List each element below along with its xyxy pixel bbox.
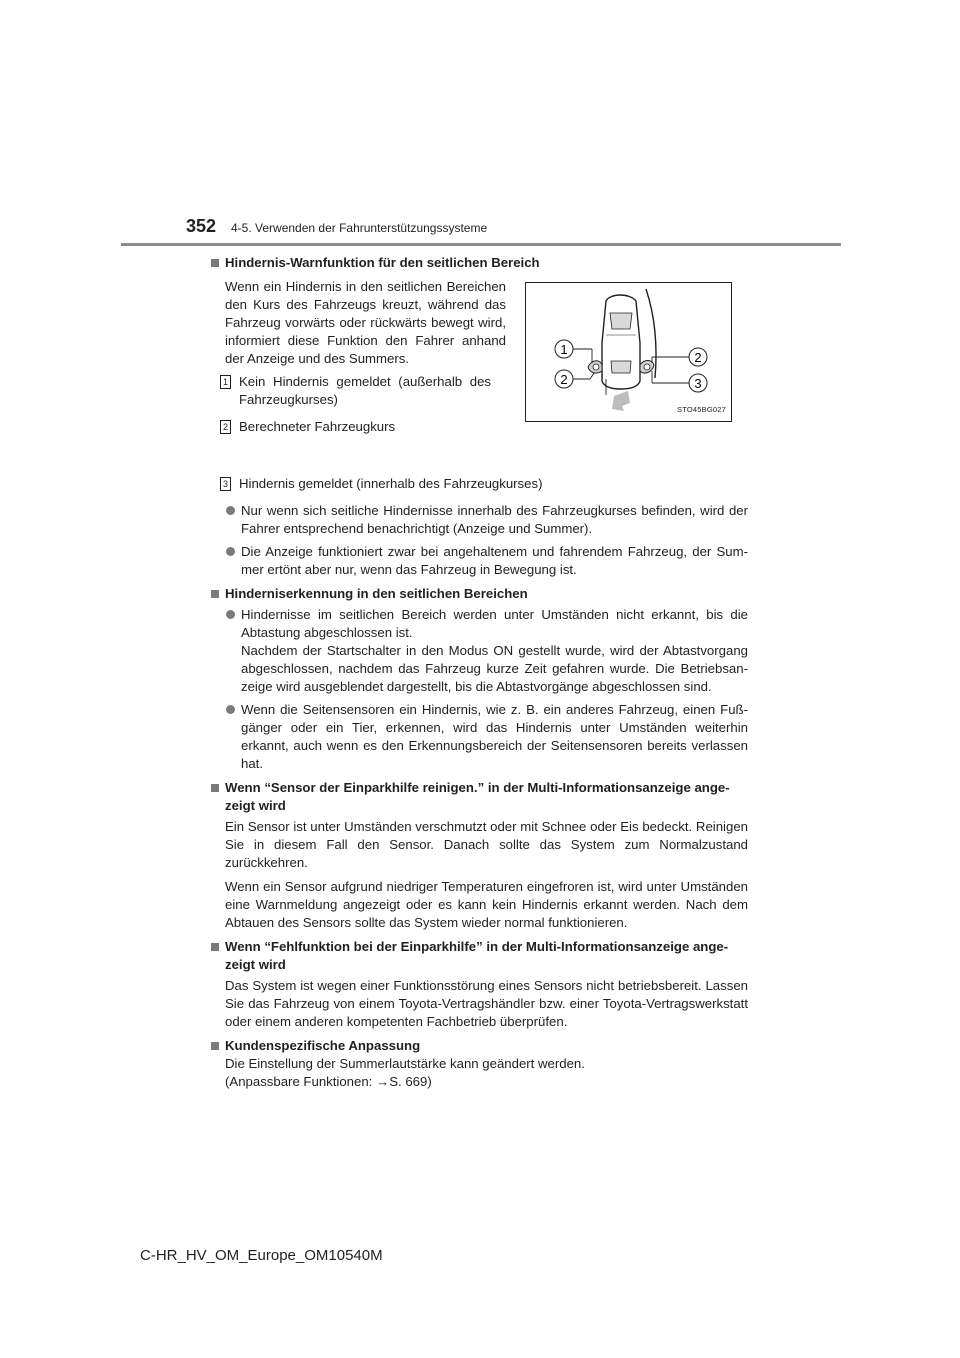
callout-2-left: 2 [560,372,568,387]
number-box-3: 3 [220,477,231,491]
number-box-2: 2 [220,420,231,434]
heading-side-detection: Hinderniserkennung in den seitlichen Bereichen [210,585,748,603]
paragraph: Die Einstellung der Summerlautstärke kann geändert werden. [225,1056,585,1071]
bullet-item: Wenn die Seitensensoren ein Hindernis, wie z. B. ein anderes Fahrzeug, einen Fußgänger oder ein Tier, erkennen, wird das Hindernis unter Umständen weiterhin erkannt, auch wenn es den Erkennungsbereich der Seitensensoren bereits verlassen hat. [210,701,748,773]
car-rear-window [611,361,631,373]
callout-2-right: 2 [694,350,702,365]
footer-document-id: C-HR_HV_OM_Europe_OM10540M [140,1247,383,1264]
bullet-item: Die Anzeige funktioniert zwar bei angehaltenem und fahrendem Fahrzeug, der Summer ertönt aber nur, wenn das Fahrzeug in Bewegung ist. [210,543,748,579]
intro-text-column [222,278,506,436]
heading-clean-sensor: Wenn “Sensor der Einparkhilfe reinigen.” in der Multi-Informationsanzeige angezeigt wird [210,779,748,815]
sensor-diagram [525,282,732,422]
list-item [210,475,739,493]
bullet-text-continued: Nachdem der Startschalter in den Modus ON gestellt wurde, wird der Abtastvorgang abgeschlossen, nachdem das Fahrzeug kurze Zeit gefahren wurde. Die Betriebsanzeige wird ausgeblendet dargestellt, bis die Abtastvorgänge abgeschlossen sind. [241,643,748,694]
heading-side-warning: Hindernis-Warnfunktion für den seitlichen Bereich [210,254,748,272]
page-number: 352 [186,216,217,236]
page-reference[interactable]: (Anpassbare Funktionen: →S. 669) [225,1074,432,1089]
bullet-item: Nur wenn sich seitliche Hindernisse innerhalb des Fahrzeugkurses befinden, wird der Fahrer entsprechend benachrichtigt (Anzeige und Summer). [210,502,748,538]
page-content [210,254,748,1091]
list-item-text: Kein Hindernis gemeldet (außerhalb des Fahrzeugkurses) [239,374,491,407]
motion-arrow [612,391,630,411]
callout-3: 3 [694,376,702,391]
heading-customization: Kundenspezifische Anpassung [210,1037,748,1055]
paragraph: Ein Sensor ist unter Umständen verschmutzt oder mit Schnee oder Eis bedeckt. Reinigen Sie in diesem Fall den Sensor. Danach sollte das System zum Normalzustand zurückkehren. [225,819,748,870]
number-box-1: 1 [220,375,231,389]
bullet-text: Hindernisse im seitlichen Bereich werden unter Umständen nicht erkannt, bis die Abtastung abgeschlossen ist. [241,607,748,640]
car-windshield [610,313,632,329]
figure-code: STO45BG027 [677,405,726,414]
list-item [210,418,506,436]
paragraph: Das System ist wegen einer Funktionsstörung eines Sensors nicht betriebsbereit. Lassen Sie das Fahrzeug von einem Toyota-Vertragshändler bzw. einer Toyota-Vertragswerkstatt oder einem anderen kompetenten Fachbetrieb überprüfen. [225,978,748,1029]
section-title: 4-5. Verwenden der Fahrunterstützungssysteme [231,221,488,235]
car-body [602,295,640,389]
bullet-item [210,606,748,696]
heading-malfunction: Wenn “Fehlfunktion bei der Einparkhilfe” in der Multi-Informationsanzeige angezeigt wird [210,938,748,974]
callout-1: 1 [560,342,568,357]
intro-paragraph: Wenn ein Hindernis in den seitlichen Bereichen den Kurs des Fahrzeugs kreuzt, während das Fahrzeug vorwärts oder rückwärts bewegt wird, informiert diese Funktion den Fahrer anhand der Anzeige und des Summers. [225,279,506,366]
list-item-text: Hindernis gemeldet (innerhalb des Fahrzeugkurses) [239,476,543,491]
paragraph: Wenn ein Sensor aufgrund niedriger Temperaturen eingefroren ist, wird unter Umständen eine Warnmeldung angezeigt oder es kann kein Hindernis erkannt werden. Nach dem Abtauen des Sensors sollte das System wieder normal funktionieren. [225,879,748,930]
intro-block [210,278,748,491]
header-divider [121,243,841,246]
list-item-text: Berechneter Fahrzeugkurs [239,419,396,434]
list-item [210,373,491,409]
